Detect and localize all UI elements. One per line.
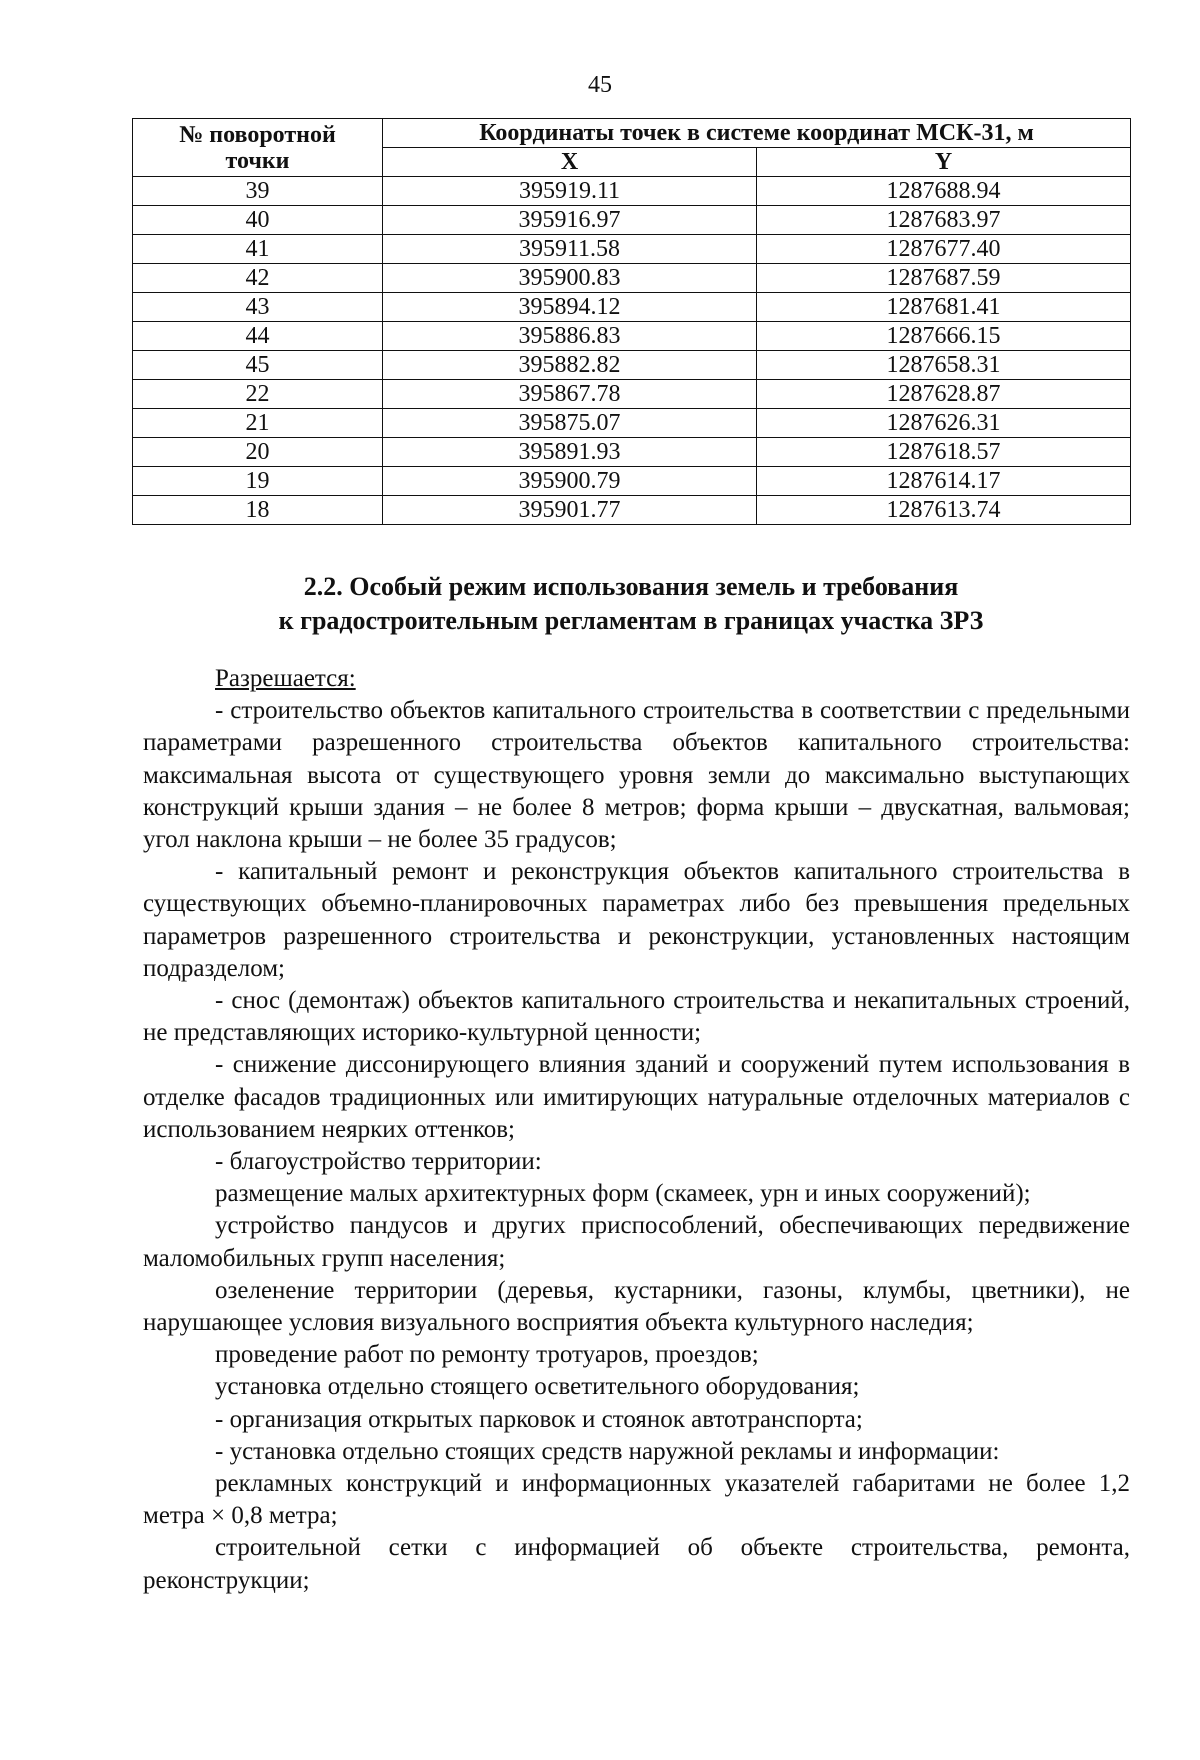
- cell-y: 1287666.15: [757, 322, 1131, 351]
- cell-x: 395916.97: [383, 206, 757, 235]
- cell-point: 41: [133, 235, 383, 264]
- cell-x: 395891.93: [383, 438, 757, 467]
- table-row: [133, 351, 1131, 380]
- paragraph: проведение работ по ремонту тротуаров, проездов;: [215, 1341, 759, 1369]
- table-row: [133, 467, 1131, 496]
- paragraph: - строительство объектов капитального строительства в соответствии с предельными параметрами разрешенного строительства объектов капитального строительства: максимальная высота от существующего уровня земли до максимально выступающих конструкций крыши здания – не более 8 метров; форма крыши – двускатная, вальмовая; угол наклона крыши – не более 35 градусов;: [143, 697, 1130, 854]
- header-y: Y: [757, 148, 1131, 177]
- table-row: [133, 438, 1131, 467]
- section-title-line2: к градостроительным регламентам в границах участка ЗРЗ: [278, 606, 984, 635]
- allowed-label: Разрешается:: [215, 665, 356, 692]
- cell-y: 1287613.74: [757, 496, 1131, 525]
- cell-x: 395867.78: [383, 380, 757, 409]
- cell-y: 1287628.87: [757, 380, 1131, 409]
- paragraph: размещение малых архитектурных форм (скамеек, урн и иных сооружений);: [215, 1180, 1031, 1208]
- cell-x: 395882.82: [383, 351, 757, 380]
- cell-point: 43: [133, 293, 383, 322]
- cell-y: 1287658.31: [757, 351, 1131, 380]
- header-point-line1: № поворотной: [179, 121, 336, 148]
- header-x: X: [383, 148, 757, 177]
- cell-y: 1287681.41: [757, 293, 1131, 322]
- table-row: [133, 264, 1131, 293]
- cell-x: 395875.07: [383, 409, 757, 438]
- cell-x: 395901.77: [383, 496, 757, 525]
- cell-x: 395894.12: [383, 293, 757, 322]
- body-text: [143, 663, 1130, 1597]
- table-row: [133, 293, 1131, 322]
- paragraph: - снижение диссонирующего влияния зданий и сооружений путем использования в отделке фасадов традиционных или имитирующих натуральные отделочных материалов с использованием неярких оттенков;: [143, 1051, 1130, 1143]
- cell-y: 1287688.94: [757, 177, 1131, 206]
- cell-y: 1287683.97: [757, 206, 1131, 235]
- cell-point: 39: [133, 177, 383, 206]
- cell-y: 1287626.31: [757, 409, 1131, 438]
- cell-point: 20: [133, 438, 383, 467]
- cell-point: 44: [133, 322, 383, 351]
- cell-point: 40: [133, 206, 383, 235]
- table-row: [133, 380, 1131, 409]
- coordinates-table: [132, 118, 1131, 525]
- cell-point: 42: [133, 264, 383, 293]
- cell-point: 21: [133, 409, 383, 438]
- cell-point: 19: [133, 467, 383, 496]
- cell-y: 1287618.57: [757, 438, 1131, 467]
- cell-x: 395911.58: [383, 235, 757, 264]
- table-row: [133, 322, 1131, 351]
- cell-x: 395900.83: [383, 264, 757, 293]
- paragraph: устройство пандусов и других приспособлений, обеспечивающих передвижение маломобильных групп населения;: [143, 1212, 1130, 1272]
- paragraph: - установка отдельно стоящих средств наружной рекламы и информации:: [215, 1437, 1000, 1465]
- section-title-line1: 2.2. Особый режим использования земель и требования: [303, 572, 959, 601]
- paragraph: - организация открытых парковок и стоянок автотранспорта;: [215, 1405, 863, 1433]
- cell-x: 395886.83: [383, 322, 757, 351]
- cell-y: 1287687.59: [757, 264, 1131, 293]
- coordinates-table-body: [133, 177, 1131, 525]
- paragraph: озеленение территории (деревья, кустарники, газоны, клумбы, цветники), не нарушающее условия визуального восприятия объекта культурного наследия;: [143, 1276, 1130, 1337]
- paragraph: - благоустройство территории:: [215, 1148, 542, 1176]
- table-row: [133, 177, 1131, 206]
- page-number: 45: [588, 72, 612, 98]
- paragraph: строительной сетки с информацией об объекте строительства, ремонта, реконструкции;: [143, 1534, 1130, 1594]
- cell-point: 22: [133, 380, 383, 409]
- header-coordinates: Координаты точек в системе координат МСК-31, м: [383, 119, 1131, 148]
- cell-y: 1287677.40: [757, 235, 1131, 264]
- paragraph: рекламных конструкций и информационных указателей габаритами не более 1,2 метра × 0,8 метра;: [143, 1470, 1130, 1530]
- section-title: [132, 570, 1130, 638]
- table-row: [133, 409, 1131, 438]
- paragraph: - капитальный ремонт и реконструкция объектов капитального строительства в существующих объемно-планировочных параметрах либо без превышения предельных параметров разрешенного строительства и реконструкции, установленных настоящим подразделом;: [143, 858, 1130, 982]
- cell-y: 1287614.17: [757, 467, 1131, 496]
- paragraph: установка отдельно стоящего осветительного оборудования;: [215, 1373, 860, 1401]
- table-row: [133, 235, 1131, 264]
- table-row: [133, 496, 1131, 525]
- header-point-number: [133, 119, 383, 177]
- paragraph: - снос (демонтаж) объектов капитального строительства и некапитальных строений, не представляющих историко-культурной ценности;: [143, 987, 1130, 1047]
- cell-x: 395919.11: [383, 177, 757, 206]
- header-point-line2: точки: [225, 147, 290, 174]
- cell-x: 395900.79: [383, 467, 757, 496]
- table-row: [133, 206, 1131, 235]
- cell-point: 45: [133, 351, 383, 380]
- cell-point: 18: [133, 496, 383, 525]
